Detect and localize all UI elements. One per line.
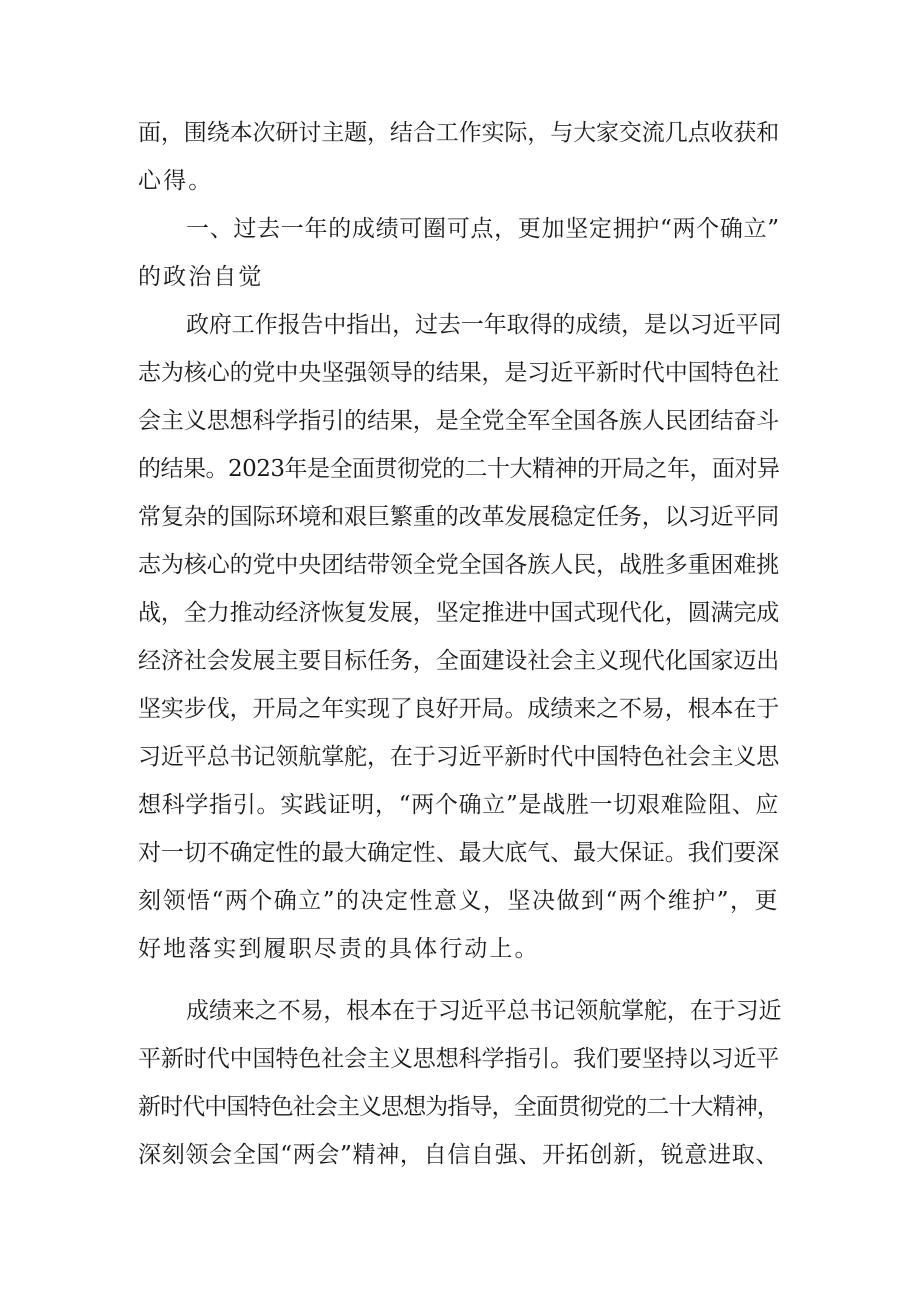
paragraph-4-line-3: 新时代中国特色社会主义思想为指导，全面贯彻党的二十大精神， (138, 1094, 779, 1120)
paragraph-3-line-12: 对一切不确定性的最大确定性、最大底气、最大保证。我们要深 (138, 840, 780, 866)
paragraph-4-line-1: 成绩来之不易，根本在于习近平总书记领航掌舵，在于习近 (186, 998, 782, 1024)
paragraph-3-line-4: 的结果。2023年是全面贯彻党的二十大精神的开局之年，面对异 (138, 456, 780, 482)
paragraph-3-line-9: 坚实步伐，开局之年实现了良好开局。成绩来之不易，根本在于 (138, 696, 780, 722)
paragraph-1-line-2: 心得。 (138, 168, 214, 194)
section-heading-line-1: 一、过去一年的成绩可圈可点，更加坚定拥护“两个确立” (186, 216, 780, 242)
section-heading-line-2: 的政治自觉 (138, 264, 264, 290)
paragraph-3-line-5: 常复杂的国际环境和艰巨繁重的改革发展稳定任务，以习近平同 (138, 504, 780, 530)
paragraph-3-line-11: 想科学指引。实践证明，“两个确立”是战胜一切艰难险阻、应 (138, 792, 780, 818)
paragraph-3-line-7: 战，全力推动经济恢复发展，坚定推进中国式现代化，圆满完成 (138, 600, 780, 626)
paragraph-3-line-1: 政府工作报告中指出，过去一年取得的成绩，是以习近平同 (186, 312, 782, 338)
paragraph-3-line-10: 习近平总书记领航掌舵，在于习近平新时代中国特色社会主义思 (138, 744, 780, 770)
paragraph-3-line-13: 刻领悟“两个确立”的决定性意义，坚决做到“两个维护”，更 (138, 888, 780, 914)
paragraph-3-line-14: 好地落实到履职尽责的具体行动上。 (138, 936, 540, 962)
paragraph-3-line-8: 经济社会发展主要目标任务，全面建设社会主义现代化国家迈出 (138, 648, 780, 674)
paragraph-3-line-2: 志为核心的党中央坚强领导的结果，是习近平新时代中国特色社 (138, 360, 780, 386)
paragraph-3-line-3: 会主义思想科学指引的结果，是全党全军全国各族人民团结奋斗 (138, 408, 780, 434)
paragraph-3-line-6: 志为核心的党中央团结带领全党全国各族人民，战胜多重困难挑 (138, 552, 780, 578)
paragraph-4-line-2: 平新时代中国特色社会主义思想科学指引。我们要坚持以习近平 (138, 1046, 780, 1072)
paragraph-4-line-4: 深刻领会全国“两会”精神，自信自强、开拓创新，锐意进取、 (138, 1142, 780, 1168)
paragraph-1-line-1: 面，围绕本次研讨主题，结合工作实际，与大家交流几点收获和 (138, 120, 780, 146)
